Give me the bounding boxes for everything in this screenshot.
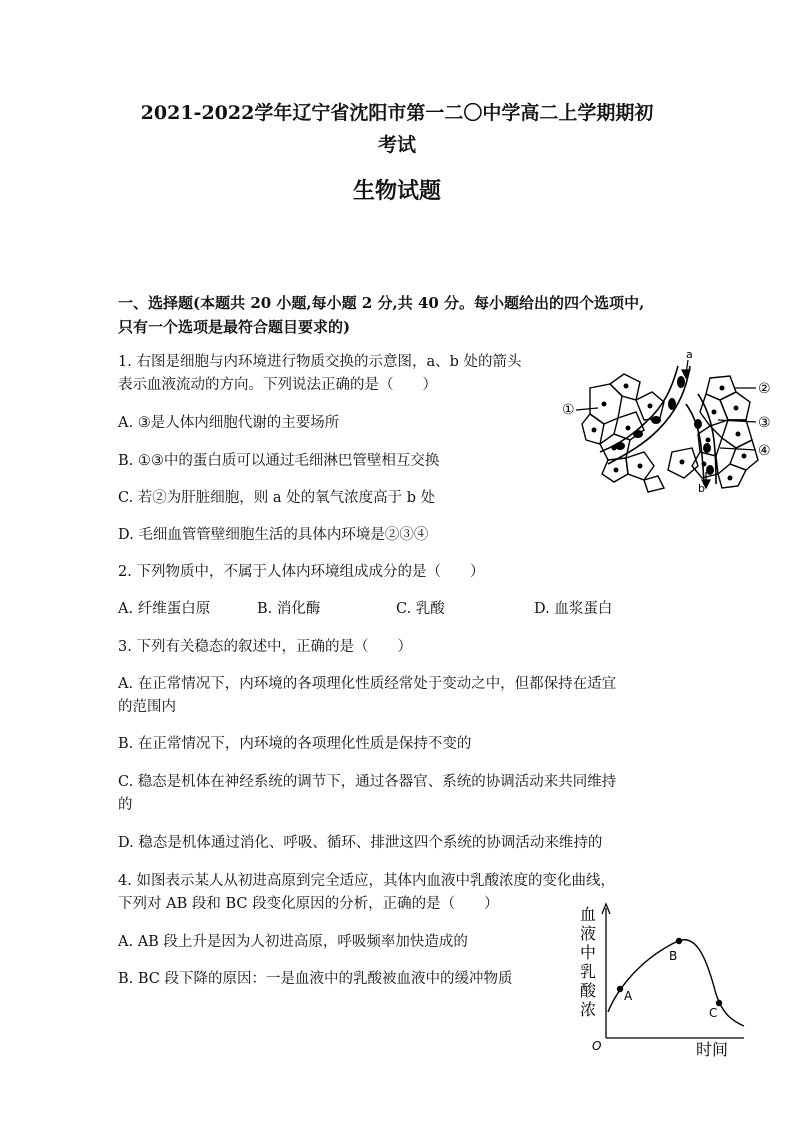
y-label-char-5: 酸 [580, 981, 597, 1000]
q3-option-c-line-1: C. 稳态是机体在神经系统的调节下，通过各器官、系统的协调活动来共同维持 [118, 774, 617, 790]
y-label-char-3: 中 [580, 943, 597, 962]
y-label-char-2: 液 [580, 924, 597, 943]
fig-label-2: ② [758, 381, 771, 397]
fig-label-4: ④ [758, 443, 771, 459]
q1-stem-line-1: 1. 右图是细胞与内环境进行物质交换的示意图，a、b 处的箭头 [118, 354, 522, 370]
q1-stem-line-2: 表示血液流动的方向。下列说法正确的是（ ） [118, 377, 437, 393]
y-label-char-6: 浓 [580, 1000, 597, 1019]
point-b-marker [676, 938, 682, 944]
q1-option-a: A. ③是人体内细胞代谢的主要场所 [118, 415, 340, 431]
point-a-marker [617, 986, 623, 992]
fig-label-3: ③ [758, 415, 771, 431]
q3-option-a-line-2: 的范围内 [118, 699, 176, 715]
section-heading-line-1: 一、选择题(本题共 20 小题,每小题 2 分,共 40 分。每小题给出的四个选项中, [118, 294, 645, 312]
point-c-label: C [709, 1006, 718, 1020]
tissue-cells [582, 374, 758, 492]
chart-x-label: 时间 [696, 1040, 729, 1058]
q1-tissue-diagram [560, 348, 775, 494]
q2-stem: 2. 下列物质中，不属于人体内环境组成成分的是（ ） [118, 564, 485, 580]
q3-option-a-line-1: A. 在正常情况下，内环境的各项理化性质经常处于变动之中，但都保持在适宜 [118, 676, 617, 692]
q2-option-b: B. 消化酶 [257, 601, 321, 617]
q4-stem-line-1: 4. 如图表示某人从初进高原到完全适应，其体内血液中乳酸浓度的变化曲线， [118, 873, 615, 889]
q1-option-c: C. 若②为肝脏细胞，则 a 处的氧气浓度高于 b 处 [118, 490, 436, 506]
q2-option-a: A. 纤维蛋白原 [118, 601, 211, 617]
chart-y-label [580, 905, 692, 1029]
chart-origin-label: O [592, 1039, 602, 1053]
point-b-label: B [669, 949, 678, 963]
q2-option-d: D. 血浆蛋白 [534, 601, 613, 617]
q2-options-row [118, 598, 678, 620]
q4-option-b: B. BC 段下降的原因：一是血液中的乳酸被血液中的缓冲物质 [118, 971, 513, 987]
fig-label-1: ① [562, 402, 575, 418]
q4-stem-line-2: 下列对 AB 段和 BC 段变化原因的分析，正确的是（ ） [118, 896, 499, 912]
y-label-char-4: 乳 [580, 962, 597, 981]
q1-option-b: B. ①③中的蛋白质可以通过毛细淋巴管壁相互交换 [118, 453, 440, 469]
q3-stem: 3. 下列有关稳态的叙述中，正确的是（ ） [118, 639, 412, 655]
page-title-line-1: 2021-2022学年辽宁省沈阳市第一二〇中学高二上学期期初 [140, 102, 654, 124]
chart-axes [602, 904, 744, 1038]
q3-option-b: B. 在正常情况下，内环境的各项理化性质是保持不变的 [118, 736, 472, 752]
point-a-label: A [624, 989, 633, 1003]
page-title-line-2: 考试 [377, 134, 416, 156]
section-heading-line-2: 只有一个选项是最符合题目要求的) [118, 318, 351, 336]
q4-option-a: A. AB 段上升是因为人初进高原，呼吸频率加快造成的 [118, 934, 468, 950]
blood-cells [615, 376, 714, 475]
y-label-char-1: 血 [580, 905, 597, 924]
fig-label-a: a [686, 348, 693, 361]
subject-title: 生物试题 [352, 178, 441, 204]
q4-lactic-acid-chart [578, 900, 750, 1058]
q2-option-c: C. 乳酸 [396, 601, 445, 617]
q3-option-d: D. 稳态是机体通过消化、呼吸、循环、排泄这四个系统的协调活动来维持的 [118, 835, 603, 851]
q3-option-c-line-2: 的 [118, 797, 133, 813]
fig-label-b: b [698, 482, 705, 494]
q1-option-d: D. 毛细血管管壁细胞生活的具体内环境是②③④ [118, 527, 429, 543]
